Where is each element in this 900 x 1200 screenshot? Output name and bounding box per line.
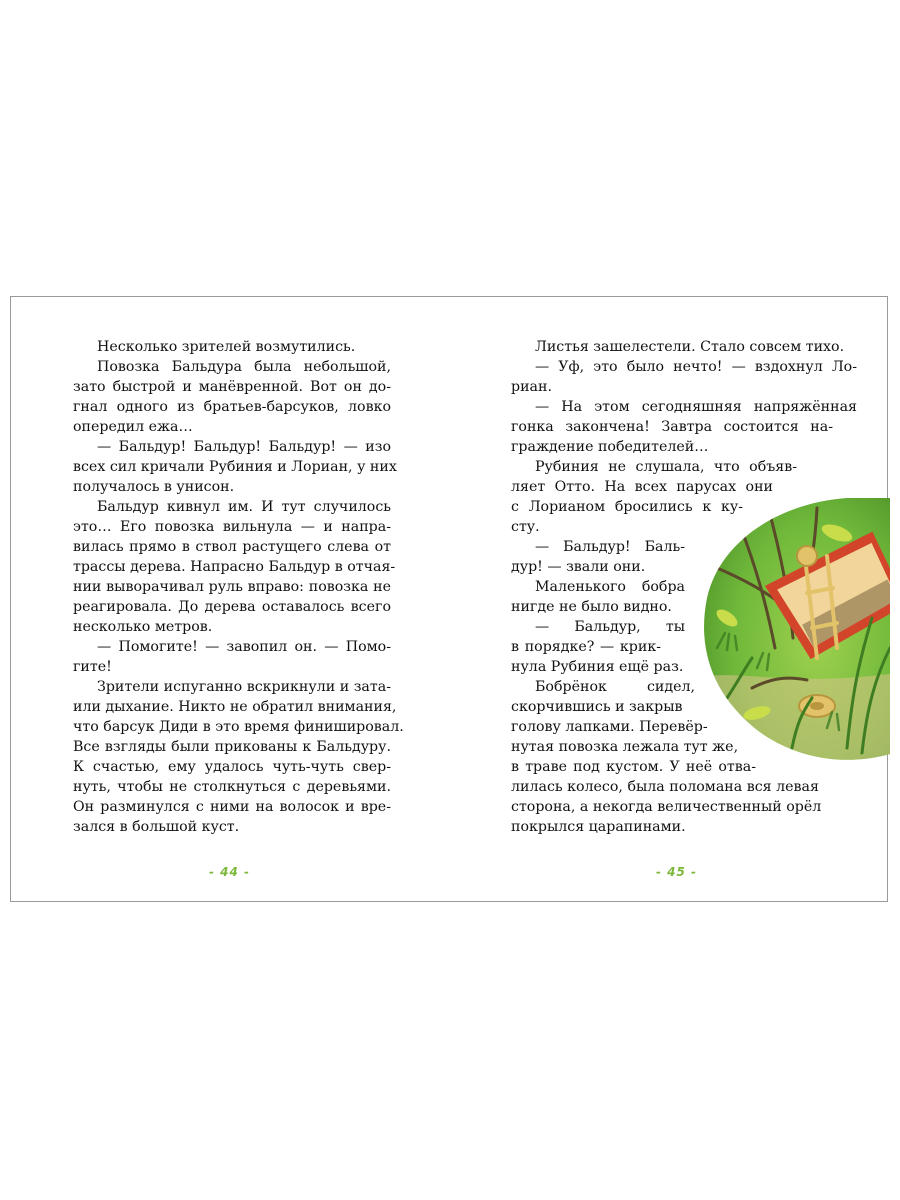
text-line: Бобрёнок сидел, (535, 679, 695, 695)
text-line: зато быстрой и манёвренной. Вот он до- (73, 379, 391, 395)
text-line: ляет Отто. На всех парусах они (511, 479, 773, 495)
text-line: нула Рубиния ещё раз. (511, 659, 684, 675)
text-line: всех сил кричали Рубиния и Лориан, у них (73, 459, 397, 475)
left-page-text (73, 337, 404, 837)
text-line: реагировала. До дерева оставалось всего (73, 599, 391, 615)
text-line: скорчившись и закрыв (511, 699, 683, 715)
text-line: — Бальдур, ты (535, 619, 685, 635)
text-line: Листья зашелестели. Стало совсем тихо. (535, 339, 845, 355)
text-line: — Бальдур! Бальдур! Бальдур! — изо (97, 439, 391, 455)
text-line: с Лорианом бросились к ку- (511, 499, 743, 515)
text-line: Несколько зрителей возмутились. (97, 339, 356, 355)
beaver-cart-illustration-icon (697, 498, 897, 786)
text-line: в траве под кустом. У неё отва- (511, 759, 756, 775)
text-line: покрылся царапинами. (511, 819, 686, 835)
text-line: нуть, чтобы не столкнуться с деревьями. (73, 779, 391, 795)
text-line: сту. (511, 519, 540, 535)
right-page-number: - 45 - (656, 865, 698, 879)
text-line: дур! — звали они. (511, 559, 646, 575)
text-line: — Уф, это было нечто! — вздохнул Ло- (535, 359, 857, 375)
text-line: вилась прямо в ствол растущего слева от (73, 539, 391, 555)
text-line: это… Его повозка вильнула — и напра- (73, 519, 391, 535)
text-line: — На этом сегодняшняя напряжённая (535, 399, 857, 415)
left-page (11, 297, 450, 901)
text-line: в порядке? — крик- (511, 639, 661, 655)
text-line: получалось в унисон. (73, 479, 235, 495)
text-line: что барсук Диди в это время финишировал. (73, 719, 404, 735)
text-line: зался в большой куст. (73, 819, 240, 835)
text-line: Повозка Бальдура была небольшой, (97, 359, 391, 375)
text-line: — Бальдур! Баль- (535, 539, 685, 555)
text-line: нутая повозка лежала тут же, (511, 739, 739, 755)
text-line: Все взгляды были прикованы к Бальдуру. (73, 739, 391, 755)
text-line: лилась колесо, была поломана вся левая (511, 779, 819, 795)
text-line: граждение победителей… (511, 439, 709, 455)
text-line: риан. (511, 379, 552, 395)
text-line: Бальдур кивнул им. И тут случилось (97, 499, 391, 515)
text-line: Он разминулся с ними на волосок и вре- (73, 799, 391, 815)
text-line: Рубиния не слушала, что объяв- (535, 459, 797, 475)
text-line: К счастью, ему удалось чуть-чуть свер- (73, 759, 391, 775)
text-line: опередил ежа… (73, 419, 193, 435)
text-line: нии выворачивал руль вправо: повозка не (73, 579, 391, 595)
text-line: гнал одного из братьев-барсуков, ловко (73, 399, 391, 415)
left-page-number: - 44 - (209, 865, 251, 879)
text-line: Зрители испуганно вскрикнули и зата- (97, 679, 391, 695)
text-line: несколько метров. (73, 619, 213, 635)
text-line: нигде не было видно. (511, 599, 672, 615)
text-line: или дыхание. Никто не обратил внимания, (73, 699, 397, 715)
text-line: голову лапками. Перевёр- (511, 719, 708, 735)
text-line: гонка закончена! Завтра состоится на- (511, 419, 833, 435)
text-line: Маленького бобра (535, 579, 685, 595)
text-line: трассы дерева. Напрасно Бальдур в отчая- (73, 559, 396, 575)
text-line: сторона, а некогда величественный орёл (511, 799, 822, 815)
text-line: гите! (73, 659, 112, 675)
text-line: — Помогите! — завопил он. — Помо- (97, 639, 391, 655)
